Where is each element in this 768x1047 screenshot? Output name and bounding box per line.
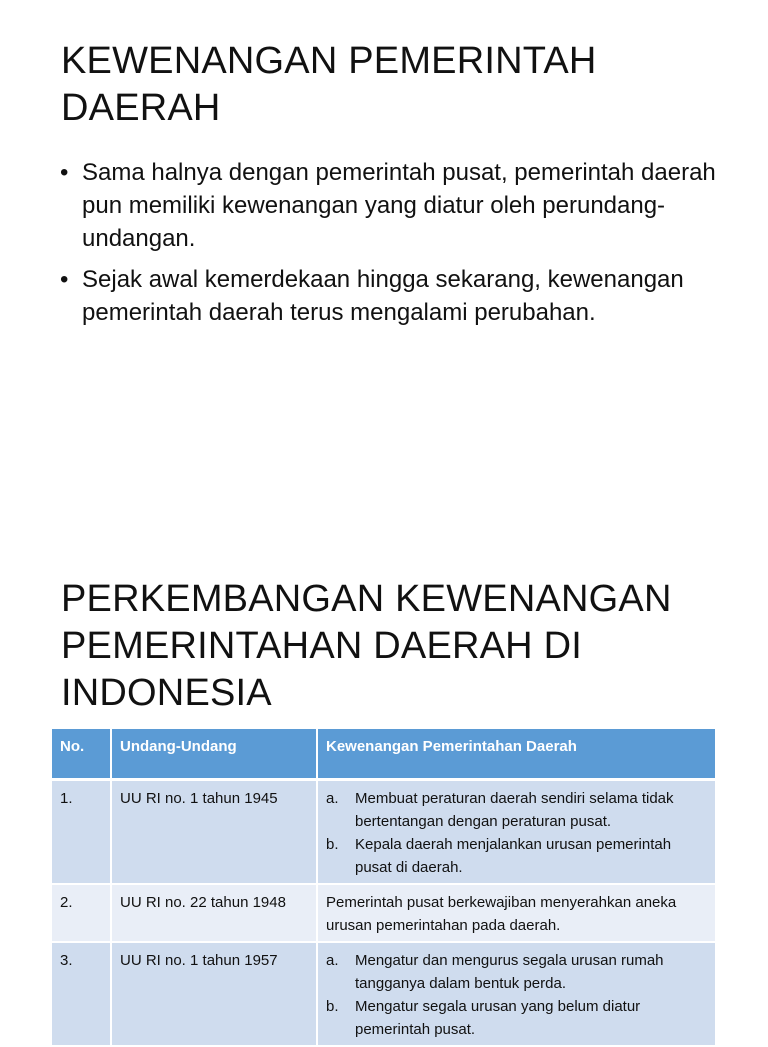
cell-undang-undang: UU RI no. 1 tahun 1957 (111, 942, 317, 1046)
table-row (52, 884, 715, 942)
kewenangan-item (326, 995, 707, 1041)
item-marker: b. (326, 836, 339, 853)
cell-no: 3. (52, 942, 111, 1046)
slide-title-perkembangan: PERKEMBANGAN KEWENANGAN PEMERINTAHAN DAERAH DI INDONESIA (61, 578, 672, 714)
slide-title-kewenangan: KEWENANGAN PEMERINTAH DAERAH (61, 40, 597, 129)
header-no: No. (52, 729, 111, 780)
header-kewenangan: Kewenangan Pemerintahan Daerah (317, 729, 715, 780)
kewenangan-item (326, 787, 707, 833)
cell-kewenangan: Pemerintah pusat berkewajiban menyerahkan aneka urusan pemerintahan pada daerah. (317, 884, 715, 942)
cell-undang-undang: UU RI no. 22 tahun 1948 (111, 884, 317, 942)
bullet-list (60, 156, 730, 337)
kewenangan-table (52, 729, 715, 1047)
kewenangan-item (326, 949, 707, 995)
cell-no: 2. (52, 884, 111, 942)
table-header-row (52, 729, 715, 780)
kewenangan-list (326, 787, 707, 879)
bullet-icon: • (60, 266, 69, 293)
item-text: Mengatur segala urusan yang belum diatur pemerintah pusat. (355, 998, 641, 1038)
item-marker: a. (326, 952, 339, 969)
cell-no: 1. (52, 780, 111, 885)
item-marker: b. (326, 998, 339, 1015)
bullet-item (60, 263, 730, 329)
item-marker: a. (326, 790, 339, 807)
cell-kewenangan (317, 942, 715, 1046)
bullet-item (60, 156, 730, 255)
item-text: Membuat peraturan daerah sendiri selama tidak bertentangan dengan peraturan pusat. (355, 790, 674, 830)
item-text: Kepala daerah menjalankan urusan pemerintah pusat di daerah. (355, 836, 672, 876)
kewenangan-item (326, 833, 707, 879)
item-text: Mengatur dan mengurus segala urusan rumah tangganya dalam bentuk perda. (355, 952, 664, 992)
bullet-icon: • (60, 159, 69, 186)
cell-kewenangan (317, 780, 715, 885)
bullet-text: Sama halnya dengan pemerintah pusat, pemerintah daerah pun memiliki kewenangan yang diatur oleh perundang-undangan. (82, 159, 716, 252)
table-row (52, 780, 715, 885)
bullet-text: Sejak awal kemerdekaan hingga sekarang, kewenangan pemerintah daerah terus mengalami perubahan. (82, 266, 684, 326)
header-undang-undang: Undang-Undang (111, 729, 317, 780)
table-row (52, 942, 715, 1046)
kewenangan-list (326, 949, 707, 1041)
cell-undang-undang: UU RI no. 1 tahun 1945 (111, 780, 317, 885)
kewenangan-table-container (52, 729, 715, 1047)
